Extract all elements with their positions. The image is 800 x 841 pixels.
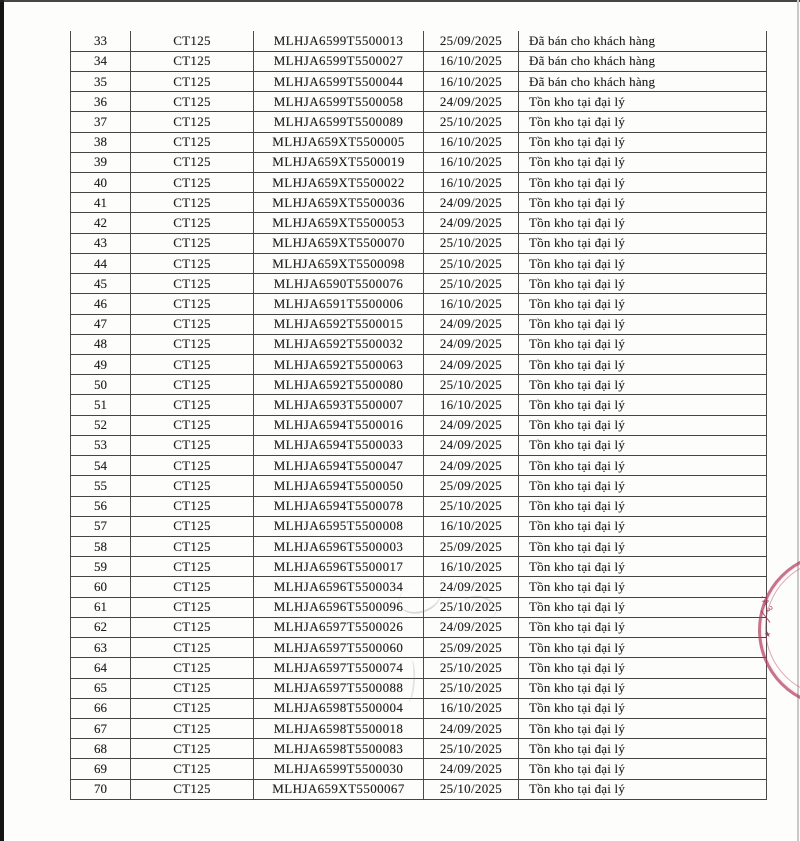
- table-row: [71, 476, 767, 496]
- model-cell: CT125: [131, 739, 254, 759]
- status-cell: Tồn kho tại đại lý: [519, 557, 767, 577]
- date-cell: 24/09/2025: [424, 759, 519, 779]
- vin-cell: MLHJA6597T5500088: [254, 678, 424, 698]
- table-row: [71, 698, 767, 718]
- status-cell: Tồn kho tại đại lý: [519, 415, 767, 435]
- status-cell: Tồn kho tại đại lý: [519, 193, 767, 213]
- scan-left-edge: [0, 0, 4, 841]
- date-cell: 25/10/2025: [424, 678, 519, 698]
- model-cell: CT125: [131, 718, 254, 738]
- vin-cell: MLHJA6596T5500003: [254, 536, 424, 556]
- model-cell: CT125: [131, 456, 254, 476]
- vin-cell: MLHJA6596T5500034: [254, 577, 424, 597]
- vin-cell: MLHJA6595T5500008: [254, 516, 424, 536]
- table-row: [71, 274, 767, 294]
- vin-cell: MLHJA6599T5500013: [254, 31, 424, 51]
- vin-cell: MLHJA6598T5500083: [254, 739, 424, 759]
- vin-cell: MLHJA6597T5500026: [254, 617, 424, 637]
- model-cell: CT125: [131, 274, 254, 294]
- date-cell: 25/10/2025: [424, 274, 519, 294]
- model-cell: CT125: [131, 435, 254, 455]
- model-cell: CT125: [131, 577, 254, 597]
- model-cell: CT125: [131, 415, 254, 435]
- status-cell: Tồn kho tại đại lý: [519, 355, 767, 375]
- row-number-cell: 40: [71, 173, 131, 193]
- status-cell: Tồn kho tại đại lý: [519, 536, 767, 556]
- vin-cell: MLHJA6599T5500058: [254, 92, 424, 112]
- row-number-cell: 66: [71, 698, 131, 718]
- vin-cell: MLHJA659XT5500019: [254, 152, 424, 172]
- vin-cell: MLHJA6594T5500047: [254, 456, 424, 476]
- status-cell: Tồn kho tại đại lý: [519, 274, 767, 294]
- scan-top-edge: [0, 0, 800, 2]
- status-cell: Tồn kho tại đại lý: [519, 617, 767, 637]
- row-number-cell: 45: [71, 274, 131, 294]
- model-cell: CT125: [131, 698, 254, 718]
- table-row: [71, 71, 767, 91]
- row-number-cell: 60: [71, 577, 131, 597]
- row-number-cell: 38: [71, 132, 131, 152]
- row-number-cell: 56: [71, 496, 131, 516]
- row-number-cell: 55: [71, 476, 131, 496]
- row-number-cell: 59: [71, 557, 131, 577]
- date-cell: 24/09/2025: [424, 314, 519, 334]
- date-cell: 25/09/2025: [424, 536, 519, 556]
- status-cell: Tồn kho tại đại lý: [519, 577, 767, 597]
- model-cell: CT125: [131, 678, 254, 698]
- status-cell: Tồn kho tại đại lý: [519, 597, 767, 617]
- table-row: [71, 536, 767, 556]
- table-row: [71, 375, 767, 395]
- date-cell: 16/10/2025: [424, 557, 519, 577]
- date-cell: 24/09/2025: [424, 577, 519, 597]
- model-cell: CT125: [131, 476, 254, 496]
- date-cell: 24/09/2025: [424, 213, 519, 233]
- date-cell: 16/10/2025: [424, 294, 519, 314]
- table-row: [71, 173, 767, 193]
- row-number-cell: 42: [71, 213, 131, 233]
- status-cell: Tồn kho tại đại lý: [519, 314, 767, 334]
- status-cell: Tồn kho tại đại lý: [519, 395, 767, 415]
- vin-cell: MLHJA6596T5500096: [254, 597, 424, 617]
- date-cell: 16/10/2025: [424, 698, 519, 718]
- row-number-cell: 52: [71, 415, 131, 435]
- table-row: [71, 496, 767, 516]
- vin-cell: MLHJA659XT5500005: [254, 132, 424, 152]
- table-body: [71, 31, 767, 800]
- model-cell: CT125: [131, 375, 254, 395]
- table-row: [71, 51, 767, 71]
- table-row: [71, 294, 767, 314]
- status-cell: Tồn kho tại đại lý: [519, 718, 767, 738]
- date-cell: 25/10/2025: [424, 779, 519, 799]
- date-cell: 25/09/2025: [424, 638, 519, 658]
- date-cell: 25/10/2025: [424, 253, 519, 273]
- date-cell: 16/10/2025: [424, 173, 519, 193]
- model-cell: CT125: [131, 253, 254, 273]
- row-number-cell: 34: [71, 51, 131, 71]
- date-cell: 25/10/2025: [424, 658, 519, 678]
- table-row: [71, 759, 767, 779]
- table-row: [71, 617, 767, 637]
- model-cell: CT125: [131, 597, 254, 617]
- table-row: [71, 92, 767, 112]
- vin-cell: MLHJA6594T5500016: [254, 415, 424, 435]
- status-cell: Tồn kho tại đại lý: [519, 213, 767, 233]
- status-cell: Tồn kho tại đại lý: [519, 253, 767, 273]
- status-cell: Tồn kho tại đại lý: [519, 92, 767, 112]
- date-cell: 24/09/2025: [424, 193, 519, 213]
- table-row: [71, 658, 767, 678]
- vin-cell: MLHJA6592T5500063: [254, 355, 424, 375]
- model-cell: CT125: [131, 496, 254, 516]
- status-cell: Tồn kho tại đại lý: [519, 516, 767, 536]
- model-cell: CT125: [131, 395, 254, 415]
- date-cell: 16/10/2025: [424, 152, 519, 172]
- table-row: [71, 718, 767, 738]
- date-cell: 25/10/2025: [424, 496, 519, 516]
- vin-cell: MLHJA659XT5500053: [254, 213, 424, 233]
- status-cell: Tồn kho tại đại lý: [519, 698, 767, 718]
- date-cell: 24/09/2025: [424, 617, 519, 637]
- table-row: [71, 638, 767, 658]
- model-cell: CT125: [131, 334, 254, 354]
- vin-cell: MLHJA6590T5500076: [254, 274, 424, 294]
- model-cell: CT125: [131, 152, 254, 172]
- model-cell: CT125: [131, 294, 254, 314]
- table-row: [71, 678, 767, 698]
- vehicle-status-table: [70, 31, 767, 800]
- vin-cell: MLHJA6597T5500060: [254, 638, 424, 658]
- model-cell: CT125: [131, 51, 254, 71]
- status-cell: Tồn kho tại đại lý: [519, 658, 767, 678]
- date-cell: 25/09/2025: [424, 476, 519, 496]
- table-row: [71, 435, 767, 455]
- status-cell: Tồn kho tại đại lý: [519, 678, 767, 698]
- row-number-cell: 48: [71, 334, 131, 354]
- table-row: [71, 213, 767, 233]
- row-number-cell: 67: [71, 718, 131, 738]
- row-number-cell: 44: [71, 253, 131, 273]
- row-number-cell: 54: [71, 456, 131, 476]
- date-cell: 25/09/2025: [424, 31, 519, 51]
- vin-cell: MLHJA6592T5500032: [254, 334, 424, 354]
- model-cell: CT125: [131, 71, 254, 91]
- vin-cell: MLHJA6596T5500017: [254, 557, 424, 577]
- date-cell: 24/09/2025: [424, 415, 519, 435]
- status-cell: Tồn kho tại đại lý: [519, 435, 767, 455]
- status-cell: Đã bán cho khách hàng: [519, 51, 767, 71]
- model-cell: CT125: [131, 779, 254, 799]
- date-cell: 25/10/2025: [424, 233, 519, 253]
- row-number-cell: 61: [71, 597, 131, 617]
- vin-cell: MLHJA6599T5500044: [254, 71, 424, 91]
- status-cell: Tồn kho tại đại lý: [519, 233, 767, 253]
- status-cell: Tồn kho tại đại lý: [519, 132, 767, 152]
- status-cell: Tồn kho tại đại lý: [519, 496, 767, 516]
- model-cell: CT125: [131, 112, 254, 132]
- date-cell: 24/09/2025: [424, 718, 519, 738]
- vin-cell: MLHJA6594T5500050: [254, 476, 424, 496]
- status-cell: Tồn kho tại đại lý: [519, 739, 767, 759]
- table-row: [71, 779, 767, 799]
- status-cell: Tồn kho tại đại lý: [519, 152, 767, 172]
- model-cell: CT125: [131, 193, 254, 213]
- table-row: [71, 516, 767, 536]
- model-cell: CT125: [131, 314, 254, 334]
- model-cell: CT125: [131, 92, 254, 112]
- table-row: [71, 31, 767, 51]
- row-number-cell: 37: [71, 112, 131, 132]
- table-row: [71, 456, 767, 476]
- date-cell: 24/09/2025: [424, 334, 519, 354]
- model-cell: CT125: [131, 132, 254, 152]
- vin-cell: MLHJA6599T5500027: [254, 51, 424, 71]
- vin-cell: MLHJA6598T5500004: [254, 698, 424, 718]
- vin-cell: MLHJA6599T5500030: [254, 759, 424, 779]
- model-cell: CT125: [131, 173, 254, 193]
- model-cell: CT125: [131, 617, 254, 637]
- row-number-cell: 51: [71, 395, 131, 415]
- table-row: [71, 557, 767, 577]
- vin-cell: MLHJA6591T5500006: [254, 294, 424, 314]
- row-number-cell: 58: [71, 536, 131, 556]
- row-number-cell: 50: [71, 375, 131, 395]
- row-number-cell: 68: [71, 739, 131, 759]
- model-cell: CT125: [131, 31, 254, 51]
- table-row: [71, 112, 767, 132]
- table-row: [71, 415, 767, 435]
- status-cell: Tồn kho tại đại lý: [519, 638, 767, 658]
- table-row: [71, 355, 767, 375]
- status-cell: Tồn kho tại đại lý: [519, 334, 767, 354]
- vin-cell: MLHJA6598T5500018: [254, 718, 424, 738]
- date-cell: 16/10/2025: [424, 395, 519, 415]
- vin-cell: MLHJA6593T5500007: [254, 395, 424, 415]
- model-cell: CT125: [131, 355, 254, 375]
- table-row: [71, 739, 767, 759]
- model-cell: CT125: [131, 536, 254, 556]
- date-cell: 25/10/2025: [424, 739, 519, 759]
- row-number-cell: 49: [71, 355, 131, 375]
- vin-cell: MLHJA6592T5500080: [254, 375, 424, 395]
- status-cell: Tồn kho tại đại lý: [519, 779, 767, 799]
- scan-right-edge: [797, 0, 799, 841]
- stamp-star-icon: ★: [764, 630, 772, 639]
- table-row: [71, 233, 767, 253]
- row-number-cell: 63: [71, 638, 131, 658]
- vin-cell: MLHJA659XT5500022: [254, 173, 424, 193]
- status-cell: Tồn kho tại đại lý: [519, 759, 767, 779]
- table-row: [71, 253, 767, 273]
- row-number-cell: 39: [71, 152, 131, 172]
- table-row: [71, 132, 767, 152]
- date-cell: 25/10/2025: [424, 375, 519, 395]
- table-row: [71, 314, 767, 334]
- row-number-cell: 41: [71, 193, 131, 213]
- status-cell: Tồn kho tại đại lý: [519, 294, 767, 314]
- vin-cell: MLHJA6592T5500015: [254, 314, 424, 334]
- model-cell: CT125: [131, 759, 254, 779]
- status-cell: Tồn kho tại đại lý: [519, 476, 767, 496]
- date-cell: 16/10/2025: [424, 51, 519, 71]
- vin-cell: MLHJA6597T5500074: [254, 658, 424, 678]
- stamp-arc-text: ·A3: [757, 592, 776, 616]
- vin-cell: MLHJA6599T5500089: [254, 112, 424, 132]
- vin-cell: MLHJA659XT5500067: [254, 779, 424, 799]
- vin-cell: MLHJA659XT5500070: [254, 233, 424, 253]
- model-cell: CT125: [131, 658, 254, 678]
- table-row: [71, 395, 767, 415]
- table-row: [71, 334, 767, 354]
- date-cell: 24/09/2025: [424, 92, 519, 112]
- row-number-cell: 47: [71, 314, 131, 334]
- date-cell: 24/09/2025: [424, 435, 519, 455]
- date-cell: 16/10/2025: [424, 132, 519, 152]
- row-number-cell: 70: [71, 779, 131, 799]
- table-row: [71, 152, 767, 172]
- row-number-cell: 69: [71, 759, 131, 779]
- row-number-cell: 53: [71, 435, 131, 455]
- vin-cell: MLHJA659XT5500036: [254, 193, 424, 213]
- vin-cell: MLHJA6594T5500078: [254, 496, 424, 516]
- row-number-cell: 36: [71, 92, 131, 112]
- date-cell: 25/10/2025: [424, 597, 519, 617]
- row-number-cell: 62: [71, 617, 131, 637]
- status-cell: Tồn kho tại đại lý: [519, 112, 767, 132]
- model-cell: CT125: [131, 557, 254, 577]
- status-cell: Đã bán cho khách hàng: [519, 71, 767, 91]
- row-number-cell: 43: [71, 233, 131, 253]
- model-cell: CT125: [131, 638, 254, 658]
- row-number-cell: 35: [71, 71, 131, 91]
- status-cell: Tồn kho tại đại lý: [519, 375, 767, 395]
- row-number-cell: 57: [71, 516, 131, 536]
- model-cell: CT125: [131, 516, 254, 536]
- vin-cell: MLHJA6594T5500033: [254, 435, 424, 455]
- date-cell: 24/09/2025: [424, 456, 519, 476]
- model-cell: CT125: [131, 213, 254, 233]
- date-cell: 16/10/2025: [424, 71, 519, 91]
- status-cell: Tồn kho tại đại lý: [519, 173, 767, 193]
- status-cell: Đã bán cho khách hàng: [519, 31, 767, 51]
- date-cell: 16/10/2025: [424, 516, 519, 536]
- table-row: [71, 193, 767, 213]
- row-number-cell: 64: [71, 658, 131, 678]
- status-cell: Tồn kho tại đại lý: [519, 456, 767, 476]
- model-cell: CT125: [131, 233, 254, 253]
- date-cell: 25/10/2025: [424, 112, 519, 132]
- date-cell: 24/09/2025: [424, 355, 519, 375]
- row-number-cell: 65: [71, 678, 131, 698]
- row-number-cell: 33: [71, 31, 131, 51]
- row-number-cell: 46: [71, 294, 131, 314]
- vin-cell: MLHJA659XT5500098: [254, 253, 424, 273]
